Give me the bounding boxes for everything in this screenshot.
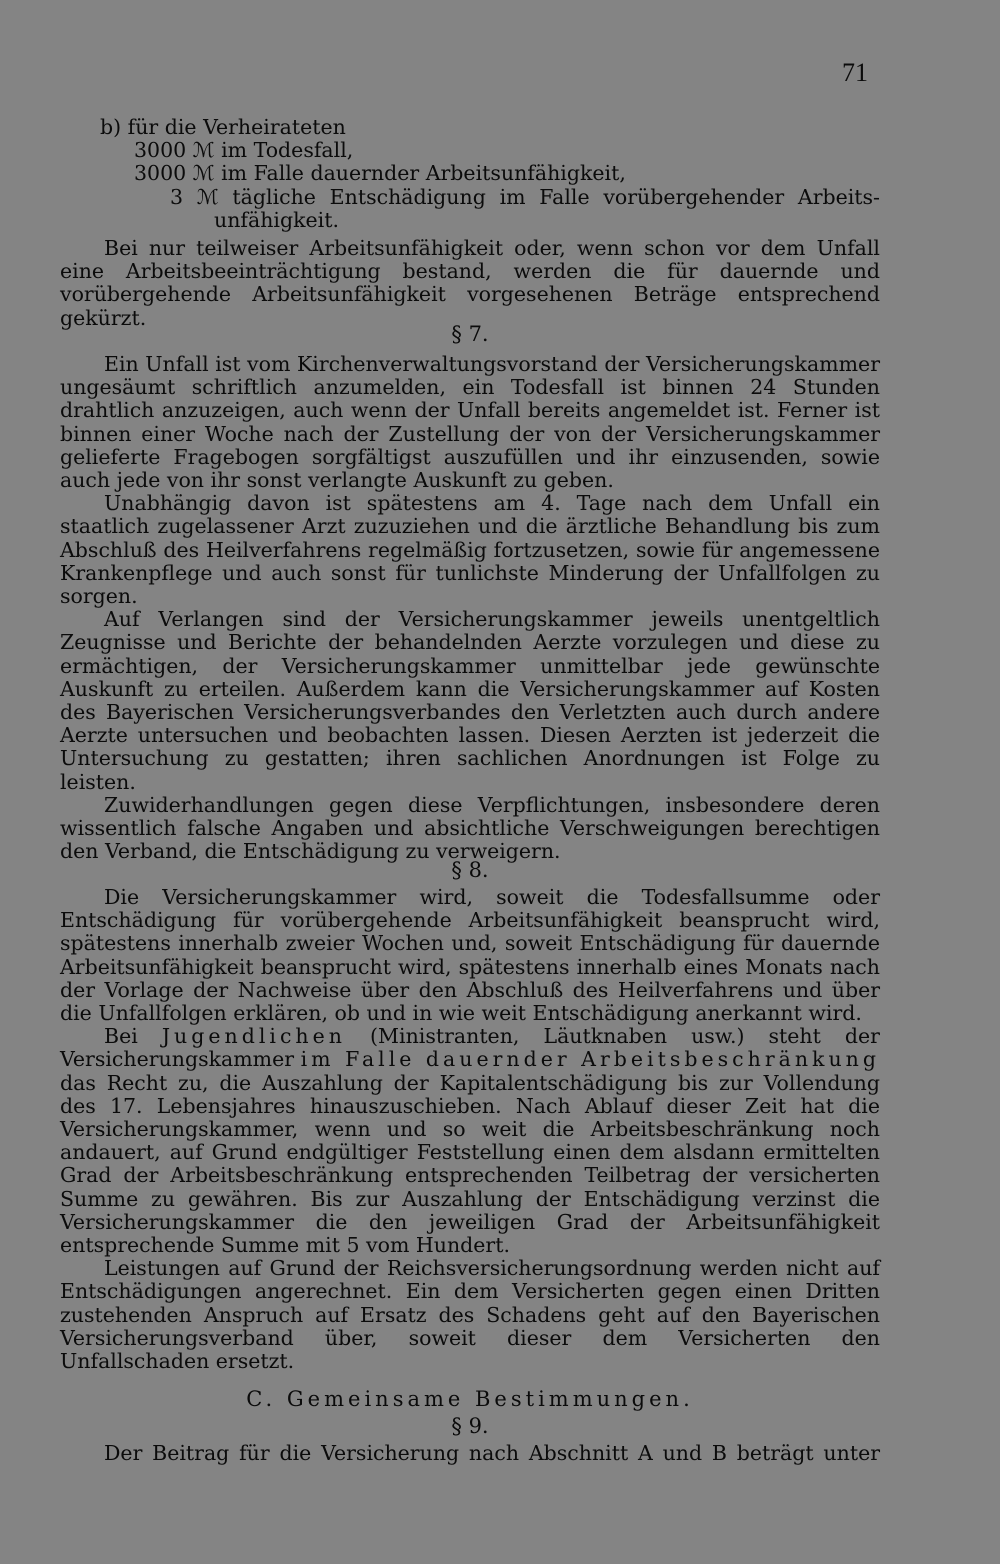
section-9-heading: § 9. [451, 1414, 489, 1438]
section-8-paragraph-1: Die Versicherungskammer wird, soweit die Todesfallsumme oder Entschädigung für vorübergehende Arbeitsunfähigkeit beansprucht wird, spätestens innerhalb zweier Wochen und, soweit Entschädigung für dauernde Arbeitsunfähigkeit beansprucht wird, spätestens innerhalb eines Monats nach der Vorlage der Nachweise über den Abschluß des Heilverfahrens und über die Unfallfolgen erklären, ob und in wie weit Entschädigung anerkannt wird. [60, 885, 880, 1026]
section-8-body [60, 886, 880, 1373]
section-7-heading: § 7. [451, 322, 489, 346]
paragraph-rest: das Recht zu, die Auszahlung der Kapitalentschädigung bis zur Vollendung des 17. Lebensjahres hinauszuschieben. Nach Ablauf dieser Zeit hat die Versicherungskammer, wenn und so weit die Arbeitsbeschränkung noch andauert, auf Grund endgültiger Feststellung einen dem alsdann ermittelten Grad der Arbeitsbeschränkung entsprechenden Teilbetrag der versicherten Summe zu gewähren. Bis zur Auszahlung der Entschädigung verzinst die Versicherungskammer die den jeweiligen Grad der Arbeitsunfähigkeit entsprechende Summe mit 5 vom Hundert. [60, 1070, 880, 1258]
section-8-heading: § 8. [451, 858, 489, 882]
married-list-item-death: 3000 ℳ im Todesfall, [134, 138, 354, 162]
section-9-paragraph-1: Der Beitrag für die Versicherung nach Abschnitt A und B beträgt unter [104, 1441, 880, 1465]
married-list-item-daily-line1: 3 ℳ tägliche Entschädigung im Falle vorübergehender Arbeits- [170, 185, 880, 209]
section-c-heading: C. Gemeinsame Bestimmungen. [246, 1387, 694, 1411]
paragraph-mid: (Ministranten, Läutknaben usw.) steht der Versicherungskammer [60, 1024, 880, 1072]
section-7-paragraph-3: Auf Verlangen sind der Versicherungskammer jeweils unentgeltlich Zeugnisse und Berichte der behandelnden Aerzte vorzulegen und diese zu ermächtigen, der Versicherungskammer unmittelbar jede gewünschte Auskunft zu erteilen. Außerdem kann die Versicherungskammer auf Kosten des Bayerischen Versicherungsverbandes den Verletzten auch durch andere Aerzte untersuchen und beobachten lassen. Diesen Aerzten ist jederzeit die Untersuchung zu gestatten; ihren sachlichen Anordnungen ist Folge zu leisten. [60, 607, 880, 794]
paragraph-text: Bei nur teilweiser Arbeitsunfähigkeit oder, wenn schon vor dem Unfall eine Arbeitsbeeinträchtigung bestand, werden die für dauernde und vorübergehende Arbeitsunfähigkeit vorgesehenen Beträge entsprechend gekürzt. [60, 236, 880, 330]
page-number: 71 [842, 58, 868, 87]
married-list-item-permanent: 3000 ℳ im Falle dauernder Arbeitsunfähigkeit, [134, 161, 626, 185]
married-list-heading: b) für die Verheirateten [100, 115, 346, 139]
section-8-paragraph-2 [60, 1025, 880, 1257]
emphasis-permanent-restriction: im Falle dauernder Arbeitsbeschränkung [300, 1047, 880, 1072]
section-7-paragraph-2: Unabhängig davon ist spätestens am 4. Tage nach dem Unfall ein staatlich zugelassener Arzt zuzuziehen und die ärztliche Behandlung bis zum Abschluß des Heilverfahrens regelmäßig fortzusetzen, sowie für angemessene Krankenpflege und auch sonst für tunlichste Minderung der Unfallfolgen zu sorgen. [60, 491, 880, 609]
married-list-item-daily-line2: unfähigkeit. [214, 208, 339, 232]
section-7-paragraph-4: Zuwiderhandlungen gegen diese Verpflichtungen, insbesondere deren wissentlich falsche Angaben und absichtliche Verschweigungen berechtigen den Verband, die Entschädigung zu verweigern. [60, 792, 880, 864]
section-7-paragraph-1: Ein Unfall ist vom Kirchenverwaltungsvorstand der Versicherungskammer ungesäumt schriftlich anzumelden, ein Todesfall ist binnen 24 Stunden drahtlich anzuzeigen, auch wenn der Unfall bereits angemeldet ist. Ferner ist binnen einer Woche nach der Zustellung der von der Versicherungskammer gelieferte Fragebogen sorgfältigst auszufüllen und ihr einzusenden, sowie auch jede von ihr sonst verlangte Auskunft zu geben. [60, 352, 880, 493]
emphasis-juveniles: Jugendlichen [161, 1024, 346, 1049]
section-8-paragraph-3: Leistungen auf Grund der Reichsversicherungsordnung werden nicht auf Entschädigungen angerechnet. Ein dem Versicherten gegen einen Dritten zustehenden Anspruch auf Ersatz des Schadens geht auf den Bayerischen Versicherungsverband über, soweit dieser dem Versicherten den Unfallschaden ersetzt. [60, 1256, 880, 1374]
section-9-body [60, 1442, 880, 1465]
partial-incapacity-paragraph [60, 237, 880, 330]
section-7-body [60, 353, 880, 863]
paragraph-lead: Bei [104, 1024, 138, 1049]
